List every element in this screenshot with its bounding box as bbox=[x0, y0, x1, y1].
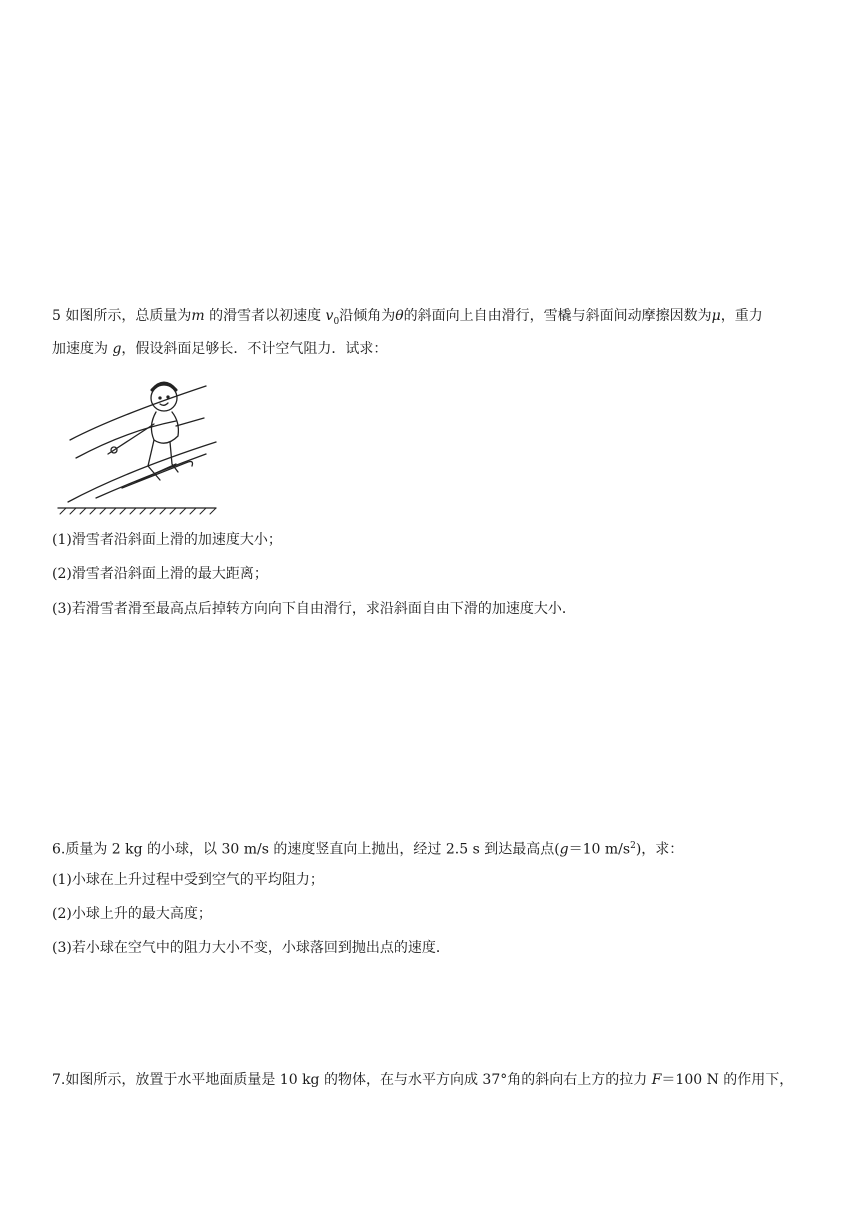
skier-figure bbox=[56, 376, 220, 516]
q5-sub-1: (1)滑雪者沿斜面上滑的加速度大小； bbox=[52, 532, 282, 548]
q5-line-2: 加速度为 g，假设斜面足够长．不计空气阻力．试求： bbox=[52, 341, 388, 357]
q6-sub-2: (2)小球上升的最大高度； bbox=[52, 906, 212, 922]
q6-sub-1: (1)小球在上升过程中受到空气的平均阻力； bbox=[52, 872, 324, 888]
q5-sub-2: (2)滑雪者沿斜面上滑的最大距离； bbox=[52, 566, 268, 582]
q5-sub-3: (3)若滑雪者滑至最高点后掉转方向向下自由滑行，求沿斜面自由下滑的加速度大小． bbox=[52, 601, 576, 617]
q6-line-1: 6.质量为 2 kg 的小球，以 30 m/s 的速度竖直向上抛出，经过 2.5 s 到达最高点(g＝10 $m/s^2$)，求： bbox=[52, 841, 684, 858]
q7-line-1: 7.如图所示，放置于水平地面质量是 10 kg 的物体，在与水平方向成 37°角的斜向右上方的拉力 F＝100 N 的作用下， bbox=[52, 1072, 794, 1088]
q6-sub-3: (3)若小球在空气中的阻力大小不变，小球落回到抛出点的速度． bbox=[52, 940, 450, 956]
q5-line-1: 5 如图所示，总质量为m 的滑雪者以初速度 $v_0$沿倾角为θ的斜面向上自由滑行，雪橇与斜面间动摩擦因数为μ，重力 bbox=[52, 308, 763, 327]
